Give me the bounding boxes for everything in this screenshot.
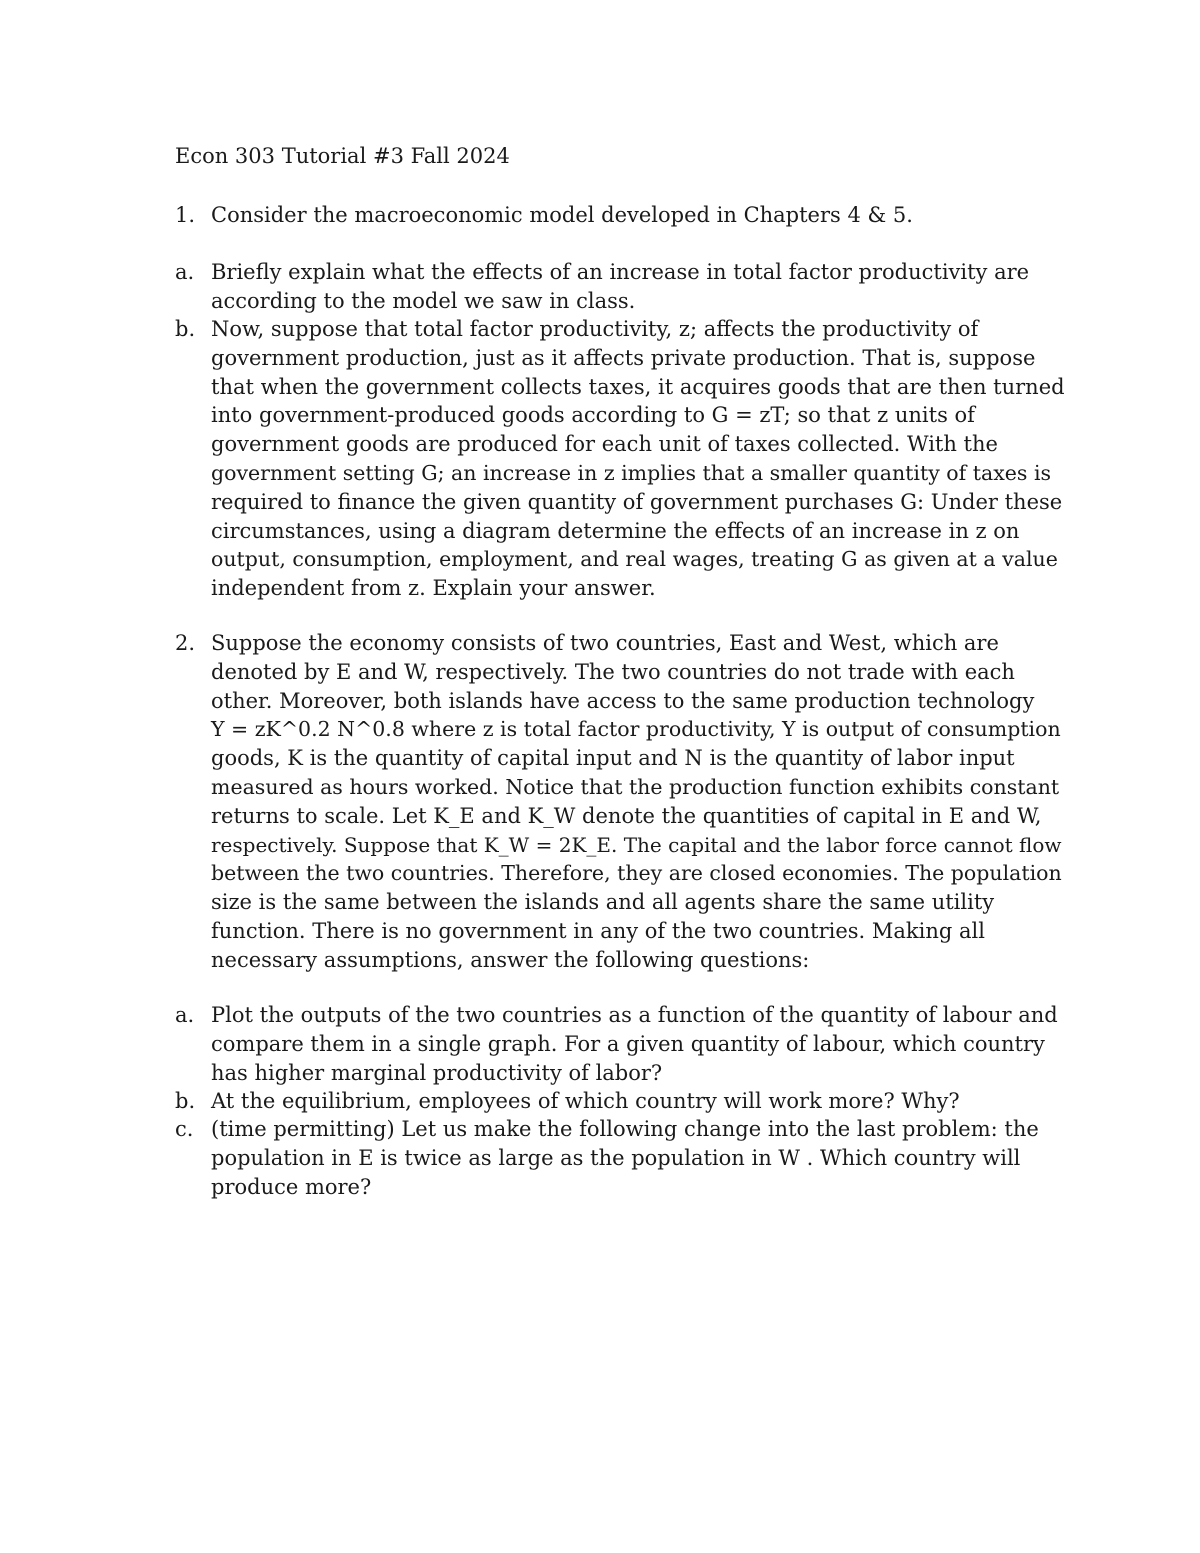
question-2-line: necessary assumptions, answer the following questions: — [211, 947, 810, 972]
question-2-line: returns to scale. Let K_E and K_W denote the quantities of capital in E and W, — [211, 803, 1042, 828]
question-1b-line: government production, just as it affects private production. That is, suppose — [211, 345, 1036, 370]
question-1b-line: independent from z. Explain your answer. — [211, 576, 656, 601]
question-1b-marker: b. — [175, 317, 196, 341]
question-1-number: 1. — [175, 203, 196, 227]
question-1b-line: into government-produced goods according to G = zT; so that z units of — [211, 403, 975, 428]
question-2a-line: compare them in a single graph. For a given quantity of labour, which country — [211, 1031, 1045, 1056]
question-2-line: denoted by E and W, respectively. The two countries do not trade with each — [211, 659, 1015, 684]
question-1a-line: according to the model we saw in class. — [211, 288, 636, 313]
question-2-line: Suppose the economy consists of two countries, East and West, which are — [211, 631, 999, 655]
question-1b-line: output, consumption, employment, and real wages, treating G as given at a value — [211, 547, 1058, 572]
question-1b-line: that when the government collects taxes, it acquires goods that are then turned — [211, 374, 1065, 399]
question-2a-marker: a. — [175, 1003, 195, 1027]
question-2a-line: Plot the outputs of the two countries as a function of the quantity of labour and — [211, 1003, 1058, 1027]
question-2-number: 2. — [175, 631, 196, 655]
question-2c-line: (time permitting) Let us make the following change into the last problem: the — [211, 1117, 1039, 1141]
question-2a-line: has higher marginal productivity of labor? — [211, 1060, 663, 1085]
question-2-line: between the two countries. Therefore, they are closed economies. The population — [211, 861, 1062, 886]
question-2c-line: produce more? — [211, 1174, 372, 1199]
question-2-line: measured as hours worked. Notice that the production function exhibits constant — [211, 774, 1060, 799]
question-2c-line: population in E is twice as large as the population in W . Which country will — [211, 1145, 1021, 1170]
question-1b-line: circumstances, using a diagram determine the effects of an increase in z on — [211, 518, 1020, 543]
question-1-text: Consider the macroeconomic model developed in Chapters 4 & 5. — [211, 203, 913, 227]
question-2b-line: At the equilibrium, employees of which country will work more? Why? — [211, 1089, 960, 1113]
question-2-line: goods, K is the quantity of capital input and N is the quantity of labor input — [211, 746, 1015, 771]
question-2-line: other. Moreover, both islands have access to the same production technology — [211, 688, 1035, 713]
question-1a-line: Briefly explain what the effects of an increase in total factor productivity are — [211, 260, 1030, 284]
document-title: Econ 303 Tutorial #3 Fall 2024 — [175, 144, 510, 168]
question-1b-line: government goods are produced for each unit of taxes collected. With the — [211, 432, 998, 457]
question-2-line: Y = zK^0.2 N^0.8 where z is total factor productivity, Y is output of consumption — [211, 717, 1061, 742]
question-1a-marker: a. — [175, 260, 195, 284]
question-2b-marker: b. — [175, 1089, 196, 1113]
question-2-line: size is the same between the islands and all agents share the same utility — [211, 890, 995, 915]
question-2-line: function. There is no government in any of the two countries. Making all — [211, 918, 985, 943]
question-1b-line: government setting G; an increase in z implies that a smaller quantity of taxes is — [211, 460, 1052, 485]
question-1b-line: Now, suppose that total factor productivity, z; affects the productivity of — [211, 317, 979, 341]
question-1b-line: required to finance the given quantity of government purchases G: Under these — [211, 489, 1063, 514]
question-2-line: respectively. Suppose that K_W = 2K_E. The capital and the labor force cannot flow — [211, 832, 1062, 857]
question-2c-marker: c. — [175, 1117, 194, 1141]
